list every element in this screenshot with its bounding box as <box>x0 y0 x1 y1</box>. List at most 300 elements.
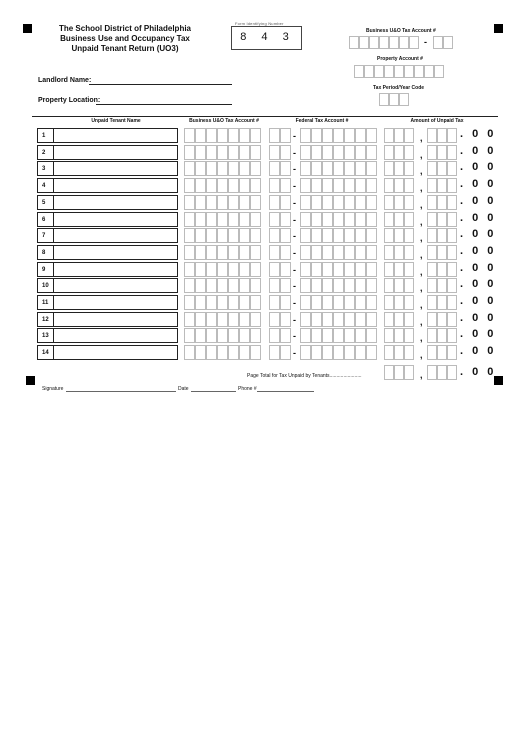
bu-account-digit-box[interactable] <box>184 328 195 343</box>
bu-account-digit-box[interactable] <box>228 312 239 327</box>
bu-account-digit-box[interactable] <box>250 278 261 293</box>
amount-digit-box[interactable] <box>394 128 404 143</box>
federal-account-digit-box[interactable] <box>311 312 322 327</box>
bu-account-digit-box[interactable] <box>239 295 250 310</box>
federal-account-digit-box[interactable] <box>355 161 366 176</box>
amount-digit-box[interactable] <box>427 228 437 243</box>
federal-account-digit-box[interactable] <box>300 212 311 227</box>
federal-account-digit-box[interactable] <box>366 178 377 193</box>
bu-account-digit-box[interactable] <box>184 295 195 310</box>
bu-account-digit-box[interactable] <box>228 262 239 277</box>
bu-account-digit-box[interactable] <box>239 195 250 210</box>
date-field[interactable] <box>191 391 236 392</box>
bu-account-digit-box[interactable] <box>206 312 217 327</box>
federal-account-digit-box[interactable] <box>344 328 355 343</box>
amount-digit-box[interactable] <box>437 245 447 260</box>
amount-digit-box[interactable] <box>384 312 394 327</box>
amount-digit-box[interactable] <box>404 178 414 193</box>
amount-digit-box[interactable] <box>394 345 404 360</box>
federal-account-digit-box[interactable] <box>280 278 291 293</box>
bu-account-digit-box[interactable] <box>195 212 206 227</box>
bu-account-digit-box[interactable] <box>217 178 228 193</box>
federal-account-digit-box[interactable] <box>300 345 311 360</box>
bu-account-digit-box[interactable] <box>206 295 217 310</box>
bu-account-digit-box[interactable] <box>239 262 250 277</box>
amount-digit-box[interactable] <box>404 328 414 343</box>
amount-digit-box[interactable] <box>394 295 404 310</box>
federal-account-digit-box[interactable] <box>366 228 377 243</box>
amount-digit-box[interactable] <box>427 278 437 293</box>
bu-account-digit-box[interactable] <box>217 295 228 310</box>
amount-digit-box[interactable] <box>427 161 437 176</box>
bu-account-digit-box[interactable] <box>228 178 239 193</box>
federal-account-digit-box[interactable] <box>355 245 366 260</box>
tenant-name-field[interactable] <box>54 212 178 227</box>
amount-digit-box[interactable] <box>394 161 404 176</box>
federal-account-digit-box[interactable] <box>333 212 344 227</box>
federal-account-digit-box[interactable] <box>344 161 355 176</box>
bu-account-digit-box[interactable] <box>184 212 195 227</box>
bu-account-digit-box[interactable] <box>228 278 239 293</box>
bu-account-digit-box[interactable] <box>433 36 443 49</box>
bu-account-digit-box[interactable] <box>217 345 228 360</box>
bu-account-digit-box[interactable] <box>206 128 217 143</box>
bu-account-digit-box[interactable] <box>195 345 206 360</box>
bu-account-digit-box[interactable] <box>399 36 409 49</box>
federal-account-digit-box[interactable] <box>355 262 366 277</box>
federal-account-digit-box[interactable] <box>366 161 377 176</box>
federal-account-digit-box[interactable] <box>344 145 355 160</box>
federal-account-digit-box[interactable] <box>344 245 355 260</box>
amount-digit-box[interactable] <box>394 212 404 227</box>
bu-account-digit-box[interactable] <box>195 278 206 293</box>
amount-digit-box[interactable] <box>384 245 394 260</box>
amount-digit-box[interactable] <box>437 295 447 310</box>
federal-account-digit-box[interactable] <box>333 312 344 327</box>
bu-account-digit-box[interactable] <box>195 161 206 176</box>
amount-digit-box[interactable] <box>427 328 437 343</box>
federal-account-digit-box[interactable] <box>311 212 322 227</box>
amount-digit-box[interactable] <box>384 262 394 277</box>
bu-account-digit-box[interactable] <box>239 178 250 193</box>
amount-digit-box[interactable] <box>404 161 414 176</box>
tax-period-digit-box[interactable] <box>389 93 399 106</box>
bu-account-digit-box[interactable] <box>239 161 250 176</box>
federal-account-digit-box[interactable] <box>355 145 366 160</box>
phone-field[interactable] <box>257 391 314 392</box>
bu-account-digit-box[interactable] <box>250 312 261 327</box>
bu-account-digit-box[interactable] <box>250 295 261 310</box>
bu-account-digit-box[interactable] <box>206 278 217 293</box>
federal-account-digit-box[interactable] <box>333 295 344 310</box>
tenant-name-field[interactable] <box>54 262 178 277</box>
amount-digit-box[interactable] <box>404 245 414 260</box>
amount-digit-box[interactable] <box>447 295 457 310</box>
amount-digit-box[interactable] <box>427 178 437 193</box>
amount-digit-box[interactable] <box>437 178 447 193</box>
federal-account-digit-box[interactable] <box>344 178 355 193</box>
property-location-field[interactable] <box>96 104 232 105</box>
federal-account-digit-box[interactable] <box>344 312 355 327</box>
federal-account-digit-box[interactable] <box>322 295 333 310</box>
amount-digit-box[interactable] <box>394 195 404 210</box>
bu-account-digit-box[interactable] <box>206 245 217 260</box>
federal-account-digit-box[interactable] <box>355 328 366 343</box>
bu-account-digit-box[interactable] <box>379 36 389 49</box>
federal-account-digit-box[interactable] <box>269 312 280 327</box>
amount-digit-box[interactable] <box>404 212 414 227</box>
federal-account-digit-box[interactable] <box>311 228 322 243</box>
amount-digit-box[interactable] <box>437 312 447 327</box>
bu-account-digit-box[interactable] <box>228 145 239 160</box>
federal-account-digit-box[interactable] <box>344 262 355 277</box>
amount-digit-box[interactable] <box>384 278 394 293</box>
federal-account-digit-box[interactable] <box>269 228 280 243</box>
federal-account-digit-box[interactable] <box>355 195 366 210</box>
federal-account-digit-box[interactable] <box>355 345 366 360</box>
bu-account-digit-box[interactable] <box>239 345 250 360</box>
amount-digit-box[interactable] <box>447 212 457 227</box>
bu-account-digit-box[interactable] <box>228 295 239 310</box>
federal-account-digit-box[interactable] <box>311 161 322 176</box>
bu-account-digit-box[interactable] <box>195 128 206 143</box>
federal-account-digit-box[interactable] <box>269 245 280 260</box>
bu-account-digit-box[interactable] <box>250 195 261 210</box>
federal-account-digit-box[interactable] <box>333 195 344 210</box>
amount-digit-box[interactable] <box>437 228 447 243</box>
amount-digit-box[interactable] <box>427 195 437 210</box>
amount-digit-box[interactable] <box>437 212 447 227</box>
federal-account-digit-box[interactable] <box>280 161 291 176</box>
bu-account-digit-box[interactable] <box>409 36 419 49</box>
amount-digit-box[interactable] <box>394 328 404 343</box>
bu-account-digit-box[interactable] <box>206 328 217 343</box>
federal-account-digit-box[interactable] <box>311 295 322 310</box>
federal-account-digit-box[interactable] <box>280 295 291 310</box>
page-total-digit-box[interactable] <box>447 365 457 380</box>
federal-account-digit-box[interactable] <box>322 178 333 193</box>
amount-digit-box[interactable] <box>437 345 447 360</box>
federal-account-digit-box[interactable] <box>322 128 333 143</box>
property-account-digit-box[interactable] <box>414 65 424 78</box>
federal-account-digit-box[interactable] <box>322 228 333 243</box>
federal-account-digit-box[interactable] <box>333 278 344 293</box>
bu-account-digit-box[interactable] <box>184 278 195 293</box>
federal-account-digit-box[interactable] <box>333 345 344 360</box>
federal-account-digit-box[interactable] <box>333 161 344 176</box>
amount-digit-box[interactable] <box>427 245 437 260</box>
federal-account-digit-box[interactable] <box>355 128 366 143</box>
bu-account-digit-box[interactable] <box>250 161 261 176</box>
bu-account-digit-box[interactable] <box>206 145 217 160</box>
bu-account-digit-box[interactable] <box>184 262 195 277</box>
bu-account-digit-box[interactable] <box>369 36 379 49</box>
tenant-name-field[interactable] <box>54 245 178 260</box>
amount-digit-box[interactable] <box>404 262 414 277</box>
bu-account-digit-box[interactable] <box>250 345 261 360</box>
federal-account-digit-box[interactable] <box>311 128 322 143</box>
tenant-name-field[interactable] <box>54 128 178 143</box>
federal-account-digit-box[interactable] <box>300 128 311 143</box>
tenant-name-field[interactable] <box>54 328 178 343</box>
tenant-name-field[interactable] <box>54 161 178 176</box>
federal-account-digit-box[interactable] <box>322 312 333 327</box>
federal-account-digit-box[interactable] <box>269 178 280 193</box>
federal-account-digit-box[interactable] <box>311 178 322 193</box>
federal-account-digit-box[interactable] <box>366 312 377 327</box>
amount-digit-box[interactable] <box>447 161 457 176</box>
federal-account-digit-box[interactable] <box>269 212 280 227</box>
bu-account-digit-box[interactable] <box>217 278 228 293</box>
federal-account-digit-box[interactable] <box>322 161 333 176</box>
federal-account-digit-box[interactable] <box>355 312 366 327</box>
bu-account-digit-box[interactable] <box>217 312 228 327</box>
bu-account-digit-box[interactable] <box>195 228 206 243</box>
federal-account-digit-box[interactable] <box>366 262 377 277</box>
federal-account-digit-box[interactable] <box>300 145 311 160</box>
bu-account-digit-box[interactable] <box>359 36 369 49</box>
federal-account-digit-box[interactable] <box>344 278 355 293</box>
federal-account-digit-box[interactable] <box>366 295 377 310</box>
amount-digit-box[interactable] <box>437 128 447 143</box>
bu-account-digit-box[interactable] <box>184 145 195 160</box>
federal-account-digit-box[interactable] <box>300 161 311 176</box>
bu-account-digit-box[interactable] <box>206 345 217 360</box>
federal-account-digit-box[interactable] <box>269 262 280 277</box>
tenant-name-field[interactable] <box>54 295 178 310</box>
federal-account-digit-box[interactable] <box>355 295 366 310</box>
federal-account-digit-box[interactable] <box>300 312 311 327</box>
federal-account-digit-box[interactable] <box>269 345 280 360</box>
federal-account-digit-box[interactable] <box>344 128 355 143</box>
property-account-digit-box[interactable] <box>374 65 384 78</box>
federal-account-digit-box[interactable] <box>300 278 311 293</box>
bu-account-digit-box[interactable] <box>217 145 228 160</box>
federal-account-digit-box[interactable] <box>300 245 311 260</box>
page-total-digit-box[interactable] <box>404 365 414 380</box>
property-account-digit-box[interactable] <box>364 65 374 78</box>
federal-account-digit-box[interactable] <box>280 212 291 227</box>
amount-digit-box[interactable] <box>384 178 394 193</box>
federal-account-digit-box[interactable] <box>269 128 280 143</box>
bu-account-digit-box[interactable] <box>217 195 228 210</box>
page-total-digit-box[interactable] <box>384 365 394 380</box>
bu-account-digit-box[interactable] <box>239 212 250 227</box>
federal-account-digit-box[interactable] <box>311 345 322 360</box>
federal-account-digit-box[interactable] <box>311 145 322 160</box>
amount-digit-box[interactable] <box>404 195 414 210</box>
bu-account-digit-box[interactable] <box>195 312 206 327</box>
amount-digit-box[interactable] <box>447 128 457 143</box>
federal-account-digit-box[interactable] <box>366 128 377 143</box>
federal-account-digit-box[interactable] <box>366 195 377 210</box>
page-total-digit-box[interactable] <box>394 365 404 380</box>
federal-account-digit-box[interactable] <box>344 295 355 310</box>
bu-account-digit-box[interactable] <box>239 228 250 243</box>
federal-account-digit-box[interactable] <box>300 262 311 277</box>
amount-digit-box[interactable] <box>394 178 404 193</box>
amount-digit-box[interactable] <box>437 195 447 210</box>
federal-account-digit-box[interactable] <box>366 345 377 360</box>
federal-account-digit-box[interactable] <box>322 262 333 277</box>
federal-account-digit-box[interactable] <box>280 228 291 243</box>
federal-account-digit-box[interactable] <box>280 195 291 210</box>
amount-digit-box[interactable] <box>384 295 394 310</box>
amount-digit-box[interactable] <box>437 278 447 293</box>
federal-account-digit-box[interactable] <box>280 312 291 327</box>
federal-account-digit-box[interactable] <box>311 262 322 277</box>
tenant-name-field[interactable] <box>54 345 178 360</box>
signature-field[interactable] <box>66 391 176 392</box>
federal-account-digit-box[interactable] <box>311 328 322 343</box>
property-account-digit-box[interactable] <box>404 65 414 78</box>
amount-digit-box[interactable] <box>384 212 394 227</box>
amount-digit-box[interactable] <box>394 228 404 243</box>
bu-account-digit-box[interactable] <box>250 328 261 343</box>
bu-account-digit-box[interactable] <box>228 195 239 210</box>
amount-digit-box[interactable] <box>447 278 457 293</box>
bu-account-digit-box[interactable] <box>217 212 228 227</box>
bu-account-digit-box[interactable] <box>217 328 228 343</box>
amount-digit-box[interactable] <box>437 328 447 343</box>
amount-digit-box[interactable] <box>394 145 404 160</box>
bu-account-digit-box[interactable] <box>250 128 261 143</box>
bu-account-digit-box[interactable] <box>184 312 195 327</box>
bu-account-digit-box[interactable] <box>195 178 206 193</box>
federal-account-digit-box[interactable] <box>355 228 366 243</box>
tenant-name-field[interactable] <box>54 228 178 243</box>
amount-digit-box[interactable] <box>404 278 414 293</box>
federal-account-digit-box[interactable] <box>366 212 377 227</box>
bu-account-digit-box[interactable] <box>228 128 239 143</box>
amount-digit-box[interactable] <box>394 245 404 260</box>
amount-digit-box[interactable] <box>427 128 437 143</box>
bu-account-digit-box[interactable] <box>217 228 228 243</box>
federal-account-digit-box[interactable] <box>366 278 377 293</box>
bu-account-digit-box[interactable] <box>228 328 239 343</box>
federal-account-digit-box[interactable] <box>280 262 291 277</box>
bu-account-digit-box[interactable] <box>184 245 195 260</box>
bu-account-digit-box[interactable] <box>184 345 195 360</box>
federal-account-digit-box[interactable] <box>311 195 322 210</box>
amount-digit-box[interactable] <box>447 178 457 193</box>
amount-digit-box[interactable] <box>427 295 437 310</box>
amount-digit-box[interactable] <box>394 312 404 327</box>
amount-digit-box[interactable] <box>384 161 394 176</box>
bu-account-digit-box[interactable] <box>184 178 195 193</box>
federal-account-digit-box[interactable] <box>280 178 291 193</box>
federal-account-digit-box[interactable] <box>300 228 311 243</box>
federal-account-digit-box[interactable] <box>300 195 311 210</box>
federal-account-digit-box[interactable] <box>322 245 333 260</box>
bu-account-digit-box[interactable] <box>184 161 195 176</box>
bu-account-digit-box[interactable] <box>217 245 228 260</box>
federal-account-digit-box[interactable] <box>269 195 280 210</box>
amount-digit-box[interactable] <box>437 145 447 160</box>
bu-account-digit-box[interactable] <box>228 161 239 176</box>
bu-account-digit-box[interactable] <box>206 262 217 277</box>
bu-account-digit-box[interactable] <box>389 36 399 49</box>
amount-digit-box[interactable] <box>404 295 414 310</box>
federal-account-digit-box[interactable] <box>355 178 366 193</box>
bu-account-digit-box[interactable] <box>239 328 250 343</box>
property-account-digit-box[interactable] <box>384 65 394 78</box>
federal-account-digit-box[interactable] <box>269 278 280 293</box>
amount-digit-box[interactable] <box>427 312 437 327</box>
amount-digit-box[interactable] <box>384 128 394 143</box>
federal-account-digit-box[interactable] <box>269 161 280 176</box>
bu-account-digit-box[interactable] <box>349 36 359 49</box>
tenant-name-field[interactable] <box>54 178 178 193</box>
federal-account-digit-box[interactable] <box>344 228 355 243</box>
bu-account-digit-box[interactable] <box>195 245 206 260</box>
federal-account-digit-box[interactable] <box>300 178 311 193</box>
federal-account-digit-box[interactable] <box>333 328 344 343</box>
bu-account-digit-box[interactable] <box>228 345 239 360</box>
bu-account-digit-box[interactable] <box>443 36 453 49</box>
property-account-digit-box[interactable] <box>354 65 364 78</box>
bu-account-digit-box[interactable] <box>239 145 250 160</box>
bu-account-digit-box[interactable] <box>195 262 206 277</box>
amount-digit-box[interactable] <box>447 262 457 277</box>
federal-account-digit-box[interactable] <box>366 145 377 160</box>
federal-account-digit-box[interactable] <box>333 128 344 143</box>
tax-period-digit-box[interactable] <box>379 93 389 106</box>
amount-digit-box[interactable] <box>404 145 414 160</box>
federal-account-digit-box[interactable] <box>366 245 377 260</box>
amount-digit-box[interactable] <box>427 345 437 360</box>
federal-account-digit-box[interactable] <box>333 228 344 243</box>
bu-account-digit-box[interactable] <box>206 212 217 227</box>
bu-account-digit-box[interactable] <box>184 195 195 210</box>
bu-account-digit-box[interactable] <box>239 128 250 143</box>
page-total-digit-box[interactable] <box>427 365 437 380</box>
amount-digit-box[interactable] <box>437 161 447 176</box>
federal-account-digit-box[interactable] <box>344 195 355 210</box>
federal-account-digit-box[interactable] <box>333 145 344 160</box>
federal-account-digit-box[interactable] <box>280 345 291 360</box>
federal-account-digit-box[interactable] <box>333 262 344 277</box>
bu-account-digit-box[interactable] <box>250 228 261 243</box>
amount-digit-box[interactable] <box>447 312 457 327</box>
bu-account-digit-box[interactable] <box>217 161 228 176</box>
federal-account-digit-box[interactable] <box>322 345 333 360</box>
federal-account-digit-box[interactable] <box>344 345 355 360</box>
amount-digit-box[interactable] <box>404 345 414 360</box>
property-account-digit-box[interactable] <box>434 65 444 78</box>
federal-account-digit-box[interactable] <box>311 245 322 260</box>
property-account-digit-box[interactable] <box>394 65 404 78</box>
amount-digit-box[interactable] <box>404 228 414 243</box>
amount-digit-box[interactable] <box>384 195 394 210</box>
bu-account-digit-box[interactable] <box>228 245 239 260</box>
amount-digit-box[interactable] <box>447 145 457 160</box>
federal-account-digit-box[interactable] <box>355 212 366 227</box>
federal-account-digit-box[interactable] <box>322 278 333 293</box>
federal-account-digit-box[interactable] <box>300 295 311 310</box>
bu-account-digit-box[interactable] <box>195 328 206 343</box>
amount-digit-box[interactable] <box>447 195 457 210</box>
bu-account-digit-box[interactable] <box>195 195 206 210</box>
bu-account-digit-box[interactable] <box>206 161 217 176</box>
amount-digit-box[interactable] <box>427 262 437 277</box>
amount-digit-box[interactable] <box>384 145 394 160</box>
amount-digit-box[interactable] <box>447 228 457 243</box>
landlord-name-field[interactable] <box>89 84 232 85</box>
bu-account-digit-box[interactable] <box>228 228 239 243</box>
federal-account-digit-box[interactable] <box>280 328 291 343</box>
bu-account-digit-box[interactable] <box>184 128 195 143</box>
